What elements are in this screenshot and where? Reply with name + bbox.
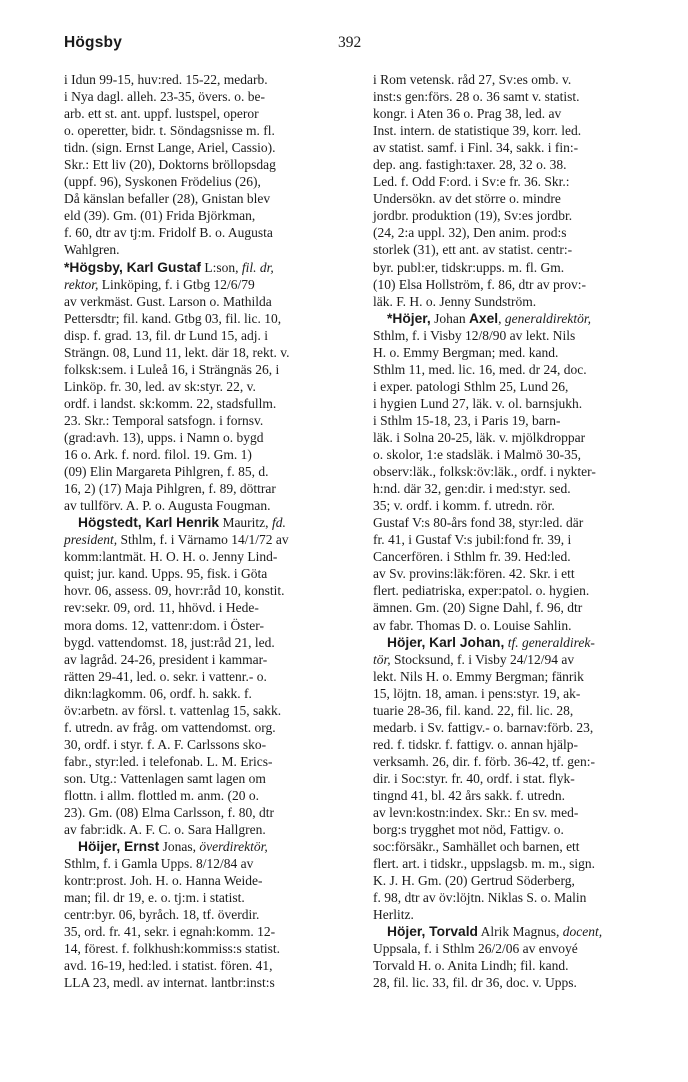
- entry-headword: Högstedt, Karl Henrik: [78, 515, 220, 531]
- text-line: [64, 872, 360, 889]
- text-line: [64, 105, 360, 122]
- line-text: arb. ett st. ant. uppf. lustspel, operor: [64, 106, 259, 122]
- entry-title-italic: docent,: [562, 924, 603, 940]
- text-line: [64, 974, 360, 991]
- line-text: ,: [498, 310, 505, 326]
- entry-heading-line: [64, 838, 360, 855]
- text-line: [64, 634, 360, 651]
- line-text: K. J. H. Gm. (20) Gertrud Söderberg,: [373, 873, 575, 889]
- text-line: [373, 668, 678, 685]
- line-text: flert. pediatriska, exper:patol. o. hygien.: [373, 583, 590, 599]
- text-line: [373, 787, 678, 804]
- line-text: kongr. i Aten 36 o. Prag 38, led. av: [373, 106, 562, 122]
- text-line: [64, 582, 360, 599]
- text-line: [373, 378, 678, 395]
- entry-title-italic: generaldirektör,: [504, 310, 591, 326]
- text-line: [373, 173, 678, 190]
- text-line: [373, 838, 678, 855]
- line-text: ämnen. Gm. (20) Signe Dahl, f. 96, dtr: [373, 600, 583, 616]
- text-line: [373, 821, 678, 838]
- line-text: Torvald H. o. Anita Lindh; fil. kand.: [373, 958, 569, 974]
- line-text: centr:byr. 06, byråch. 18, tf. överdir.: [64, 907, 260, 923]
- text-line: [64, 71, 360, 88]
- text-line: [64, 787, 360, 804]
- text-line: [373, 122, 678, 139]
- line-text: Linköp. fr. 30, led. av sk:styr. 22, v.: [64, 378, 256, 394]
- line-text: 35, ord. fr. 41, sekr. i egnah:komm. 12-: [64, 924, 276, 940]
- line-text: Sthlm, f. i Visby 12/8/90 av lekt. Nils: [373, 327, 576, 343]
- text-line: [373, 344, 678, 361]
- line-text: f. 98, dtr av öv:löjtn. Niklas S. o. Malin: [373, 890, 587, 906]
- text-line: [64, 446, 360, 463]
- entry-headword: Axel: [468, 310, 499, 326]
- text-line: [373, 480, 678, 497]
- text-line: [64, 378, 360, 395]
- text-line: [64, 651, 360, 668]
- line-text: disp. f. grad. 13, fil. dr Lund 15, adj. i: [64, 327, 268, 343]
- line-text: inst:s gen:förs. 28 o. 36 samt v. statist.: [373, 89, 580, 105]
- text-line: [373, 651, 678, 668]
- text-line: [64, 617, 360, 634]
- line-text: folksk:sem. i Luleå 16, i Strängnäs 26, i: [64, 361, 280, 377]
- text-line: [64, 395, 360, 412]
- text-line: [64, 412, 360, 429]
- line-text: observ:läk., folksk:öv:läk., ordf. i nykter-: [373, 464, 596, 480]
- line-text: quist; jur. kand. Upps. 95, fisk. i Göta: [64, 566, 268, 582]
- text-line: [373, 190, 678, 207]
- text-line: [64, 923, 360, 940]
- line-text: (grad:avh. 13), upps. i Namn o. bygd: [64, 429, 264, 445]
- text-line: [64, 480, 360, 497]
- text-line: [64, 668, 360, 685]
- text-line: [373, 293, 678, 310]
- text-line: [64, 599, 360, 616]
- line-text: Wahlgren.: [64, 242, 120, 258]
- line-text: ordf. i landst. sk:komm. 22, stadsfullm.: [64, 395, 277, 411]
- text-line: [373, 753, 678, 770]
- entry-title-italic: fil. dr,: [241, 259, 274, 275]
- text-line: [373, 770, 678, 787]
- line-text: av statist. samf. i Finl. 34, sakk. i fin:-: [373, 140, 579, 156]
- text-line: [64, 207, 360, 224]
- text-line: [373, 974, 678, 991]
- line-text: av Sv. provins:läk:fören. 42. Skr. i ett: [373, 566, 575, 582]
- text-line: [373, 889, 678, 906]
- line-text: i Sthlm 15-18, 23, i Paris 19, barn-: [373, 412, 561, 428]
- line-text: borg:s trygghet mot nöd, Fattigv. o.: [373, 822, 564, 838]
- line-text: 28, fil. lic. 33, fil. dr 36, doc. v. Upps.: [373, 975, 577, 991]
- line-text: Skr.: Ett liv (20), Doktorns bröllopsdag: [64, 157, 276, 173]
- line-text: Uppsala, f. i Sthlm 26/2/06 av envoyé: [373, 941, 578, 957]
- line-text: Stocksund, f. i Visby 24/12/94 av: [390, 651, 575, 667]
- line-text: Sthlm 11, med. lic. 16, med. dr 24, doc.: [373, 361, 587, 377]
- text-line: [373, 361, 678, 378]
- line-text: f. utredn. av fråg. om vattendomst. org.: [64, 719, 276, 735]
- line-text: dikn:lagkomm. 06, ordf. h. sakk. f.: [64, 685, 252, 701]
- line-text: Då känslan befaller (28), Gnistan blev: [64, 191, 271, 207]
- line-text: i Nya dagl. alleh. 23-35, övers. o. be-: [64, 89, 265, 105]
- line-text: o. operetter, bidr. t. Söndagsnisse m. fl.: [64, 123, 275, 139]
- text-line: [64, 310, 360, 327]
- line-text: Pettersdtr; fil. kand. Gtbg 03, fil. lic. 10,: [64, 310, 282, 326]
- line-text: jordbr. produktion (19), Sv:es jordbr.: [373, 208, 573, 224]
- line-text: i exper. patologi Sthlm 25, Lund 26,: [373, 378, 569, 394]
- text-line: [64, 173, 360, 190]
- line-text: Led. f. Odd F:ord. i Sv:e fr. 36. Skr.:: [373, 174, 570, 190]
- line-text: Alrik Magnus,: [477, 924, 563, 940]
- entry-title-italic: tf. generaldirek-: [507, 634, 595, 650]
- line-text: 23). Gm. (08) Elma Carlsson, f. 80, dtr: [64, 805, 274, 821]
- entry-headword: Höjer, Torvald: [387, 924, 478, 940]
- line-text: av levn:kostn:index. Skr.: En sv. med-: [373, 805, 579, 821]
- line-text: son. Utg.: Vattenlagen samt lagen om: [64, 770, 266, 786]
- line-text: läk. i Solna 20-25, läk. v. mjölkdroppar: [373, 429, 586, 445]
- text-line: [373, 327, 678, 344]
- line-text: flottn. i allm. flottled m. anm. (20 o.: [64, 787, 259, 803]
- line-text: verksamh. 26, dir. f. förb. 36-42, tf. gen:-: [373, 753, 595, 769]
- line-text: h:nd. där 32, gen:dir. i med:styr. sed.: [373, 481, 571, 497]
- text-line: [373, 548, 678, 565]
- entry-heading-line: [64, 259, 360, 276]
- line-text: storlek (31), ett ant. av statist. centr:-: [373, 242, 573, 258]
- text-line: [64, 565, 360, 582]
- line-text: dep. ang. fastigh:taxer. 28, 32 o. 38.: [373, 157, 567, 173]
- text-line: [373, 139, 678, 156]
- entry-title-italic: fd.: [271, 515, 286, 531]
- text-line: [373, 207, 678, 224]
- line-text: Gustaf V:s 80-års fond 38, styr:led. där: [373, 515, 584, 531]
- line-text: (09) Elin Margareta Pihlgren, f. 85, d.: [64, 464, 269, 480]
- line-text: Strängn. 08, Lund 11, lekt. där 18, rekt. v.: [64, 344, 290, 360]
- text-line: [64, 241, 360, 258]
- text-line: [373, 565, 678, 582]
- text-line: [373, 276, 678, 293]
- line-text: 23. Skr.: Temporal satsfogn. i fornsv.: [64, 412, 264, 428]
- text-line: [373, 105, 678, 122]
- line-text: av fabr:idk. A. F. C. o. Sara Hallgren.: [64, 822, 266, 838]
- text-line: [373, 599, 678, 616]
- text-line: [373, 736, 678, 753]
- line-text: 16 o. Ark. f. nord. filol. 19. Gm. 1): [64, 447, 252, 463]
- line-text: (24, 2:a uppl. 32), Den anim. prod:s: [373, 225, 567, 241]
- line-text: bygd. vattendomst. 18, just:råd 21, led.: [64, 634, 275, 650]
- line-text: byr. publ:er, tidskr:upps. m. fl. Gm.: [373, 259, 565, 275]
- line-text: av lagråd. 24-26, president i kammar-: [64, 651, 268, 667]
- line-text: 35; v. ordf. i komm. f. utredn. rör.: [373, 498, 555, 514]
- line-text: kontr:prost. Joh. H. o. Hanna Weide-: [64, 873, 263, 889]
- line-text: lekt. Nils H. o. Emmy Bergman; fänrik: [373, 668, 584, 684]
- text-line: [64, 429, 360, 446]
- line-text: H. o. Emmy Bergman; med. kand.: [373, 344, 559, 360]
- text-line: [64, 753, 360, 770]
- text-line: [64, 821, 360, 838]
- line-text: öv:arbetn. av försl. t. vattenlag 15, sakk.: [64, 702, 282, 718]
- text-line: [373, 531, 678, 548]
- line-text: Johan: [430, 310, 469, 326]
- line-text: Undersökn. av det större o. mindre: [373, 191, 561, 207]
- line-text: Herlitz.: [373, 907, 414, 923]
- text-line: [373, 429, 678, 446]
- line-text: Mauritz,: [219, 515, 272, 531]
- text-line: [373, 940, 678, 957]
- line-text: dir. i Soc:styr. fr. 40, ordf. i stat. flyk-: [373, 770, 575, 786]
- line-text: läk. F. H. o. Jenny Sundström.: [373, 293, 537, 309]
- text-line: [373, 582, 678, 599]
- left-text-column: [64, 71, 360, 992]
- running-header-title: Högsby: [64, 34, 123, 51]
- entry-title-italic: rektor,: [64, 276, 99, 292]
- line-text: medarb. i Sv. fattigv.- o. barnav:förb. 23,: [373, 719, 594, 735]
- line-text: eld (39). Gm. (01) Frida Björkman,: [64, 208, 256, 224]
- text-line: [373, 446, 678, 463]
- entry-headword: Höjer, Karl Johan,: [387, 634, 505, 650]
- line-text: komm:lantmät. H. O. H. o. Jenny Lind-: [64, 549, 278, 565]
- entry-title-italic: president,: [64, 532, 118, 548]
- line-text: av verkmäst. Gust. Larson o. Mathilda: [64, 293, 272, 309]
- entry-title-italic: överdirektör,: [199, 839, 268, 855]
- line-text: man; fil. dr 19, e. o. tj:m. i statist.: [64, 890, 245, 906]
- line-text: red. f. tidskr. f. fattigv. o. annan hjälp-: [373, 736, 578, 752]
- text-line: [373, 855, 678, 872]
- text-line: [64, 770, 360, 787]
- text-line: [64, 906, 360, 923]
- text-line: [64, 156, 360, 173]
- line-text: (10) Elsa Hollström, f. 86, dtr av prov:-: [373, 276, 586, 292]
- line-text: Jonas,: [159, 839, 200, 855]
- line-text: rev:sekr. 09, ord. 11, hhövd. i Hede-: [64, 600, 259, 616]
- text-line: [64, 497, 360, 514]
- text-line: [64, 293, 360, 310]
- text-line: [373, 617, 678, 634]
- line-text: L:son,: [200, 259, 242, 275]
- line-text: i Idun 99-15, huv:red. 15-22, medarb.: [64, 72, 268, 87]
- line-text: Cancerfören. i Sthlm fr. 39. Hed:led.: [373, 549, 571, 565]
- text-line: [373, 514, 678, 531]
- text-line: [373, 719, 678, 736]
- text-line: [373, 88, 678, 105]
- text-line: [64, 548, 360, 565]
- text-line: [373, 906, 678, 923]
- line-text: rätten 29-41, led. o. sekr. i vattenr.- o.: [64, 668, 267, 684]
- line-text: hovr. 06, assess. 09, hovr:råd 10, konstit.: [64, 583, 285, 599]
- line-text: Inst. intern. de statistique 39, korr. led.: [373, 123, 582, 139]
- text-line: [64, 685, 360, 702]
- line-text: f. 60, dtr av tj:m. Fridolf B. o. Augusta: [64, 225, 273, 241]
- line-text: av fabr. Thomas D. o. Louise Sahlin.: [373, 617, 572, 633]
- text-line: [64, 139, 360, 156]
- text-line: [373, 71, 678, 88]
- line-text: 30, ordf. i styr. f. A. F. Carlssons sko-: [64, 736, 267, 752]
- entry-heading-line: [64, 514, 360, 531]
- page-number: 392: [338, 34, 362, 51]
- line-text: tuarie 28-36, fil. kand. 22, fil. lic. 28,: [373, 702, 574, 718]
- text-line: [373, 957, 678, 974]
- text-line: [64, 702, 360, 719]
- text-line: [64, 940, 360, 957]
- text-line: [64, 344, 360, 361]
- text-line: [64, 327, 360, 344]
- text-line: [64, 889, 360, 906]
- text-line: [373, 497, 678, 514]
- text-line: [64, 122, 360, 139]
- line-text: o. skolor, 1:e stadsläk. i Malmö 30-35,: [373, 447, 581, 463]
- text-line: [373, 872, 678, 889]
- text-line: [64, 361, 360, 378]
- text-line: [373, 156, 678, 173]
- text-line: [64, 804, 360, 821]
- line-text: Sthlm, f. i Gamla Upps. 8/12/84 av: [64, 856, 254, 872]
- text-line: [64, 957, 360, 974]
- text-line: [64, 88, 360, 105]
- line-text: tidn. (sign. Ernst Lange, Ariel, Cassio).: [64, 140, 276, 156]
- line-text: i Rom vetensk. råd 27, Sv:es omb. v.: [373, 72, 572, 87]
- line-text: fr. 41, i Gustaf V:s jubil:fond fr. 39, i: [373, 532, 572, 548]
- text-line: [373, 412, 678, 429]
- line-text: Linköping, f. i Gtbg 12/6/79: [98, 276, 255, 292]
- line-text: mora doms. 12, vattenr:dom. i Öster-: [64, 617, 264, 633]
- text-line: [373, 395, 678, 412]
- text-line: [64, 463, 360, 480]
- line-text: i hygien Lund 27, läk. v. ol. barnsjukh.: [373, 395, 583, 411]
- text-line: [64, 224, 360, 241]
- text-line: [64, 276, 360, 293]
- text-line: [64, 190, 360, 207]
- text-line: [373, 804, 678, 821]
- text-line: [64, 736, 360, 753]
- line-text: 16, 2) (17) Maja Pihlgren, f. 89, döttrar: [64, 481, 276, 497]
- line-text: 15, löjtn. 18, aman. i pens:styr. 19, ak-: [373, 685, 581, 701]
- text-line: [373, 224, 678, 241]
- text-line: [64, 531, 360, 548]
- line-text: Sthlm, f. i Värnamo 14/1/72 av: [117, 532, 289, 548]
- entry-headword: *Höjer,: [387, 310, 431, 326]
- right-text-column: [373, 71, 678, 992]
- line-text: soc:försäkr., Samhället och barnen, ett: [373, 839, 580, 855]
- line-text: LLA 23, medl. av internat. lantbr:inst:s: [64, 975, 275, 991]
- line-text: (uppf. 96), Syskonen Frödelius (26),: [64, 174, 261, 190]
- line-text: tingnd 41, bl. 42 års sakk. f. utredn.: [373, 787, 565, 803]
- entry-heading-line: [373, 634, 678, 651]
- line-text: av tullförv. A. P. o. Augusta Fougman.: [64, 498, 271, 514]
- text-line: [373, 463, 678, 480]
- entry-heading-line: [373, 923, 678, 940]
- entry-headword: *Högsby, Karl Gustaf: [64, 259, 201, 275]
- line-text: flert. art. i tidskr., uppslagsb. m. m., sign.: [373, 856, 595, 872]
- text-line: [373, 685, 678, 702]
- text-line: [373, 702, 678, 719]
- line-text: avd. 16-19, hed:led. i statist. fören. 41,: [64, 958, 273, 974]
- entry-headword: Höijer, Ernst: [78, 839, 160, 855]
- text-line: [373, 241, 678, 258]
- line-text: 14, förest. f. folkhush:kommiss:s statist.: [64, 941, 280, 957]
- text-line: [64, 719, 360, 736]
- entry-heading-line: [373, 310, 678, 327]
- entry-title-italic: tör,: [373, 651, 391, 667]
- line-text: fabr., styr:led. i telefonab. L. M. Erics-: [64, 753, 273, 769]
- text-line: [64, 855, 360, 872]
- text-line: [373, 259, 678, 276]
